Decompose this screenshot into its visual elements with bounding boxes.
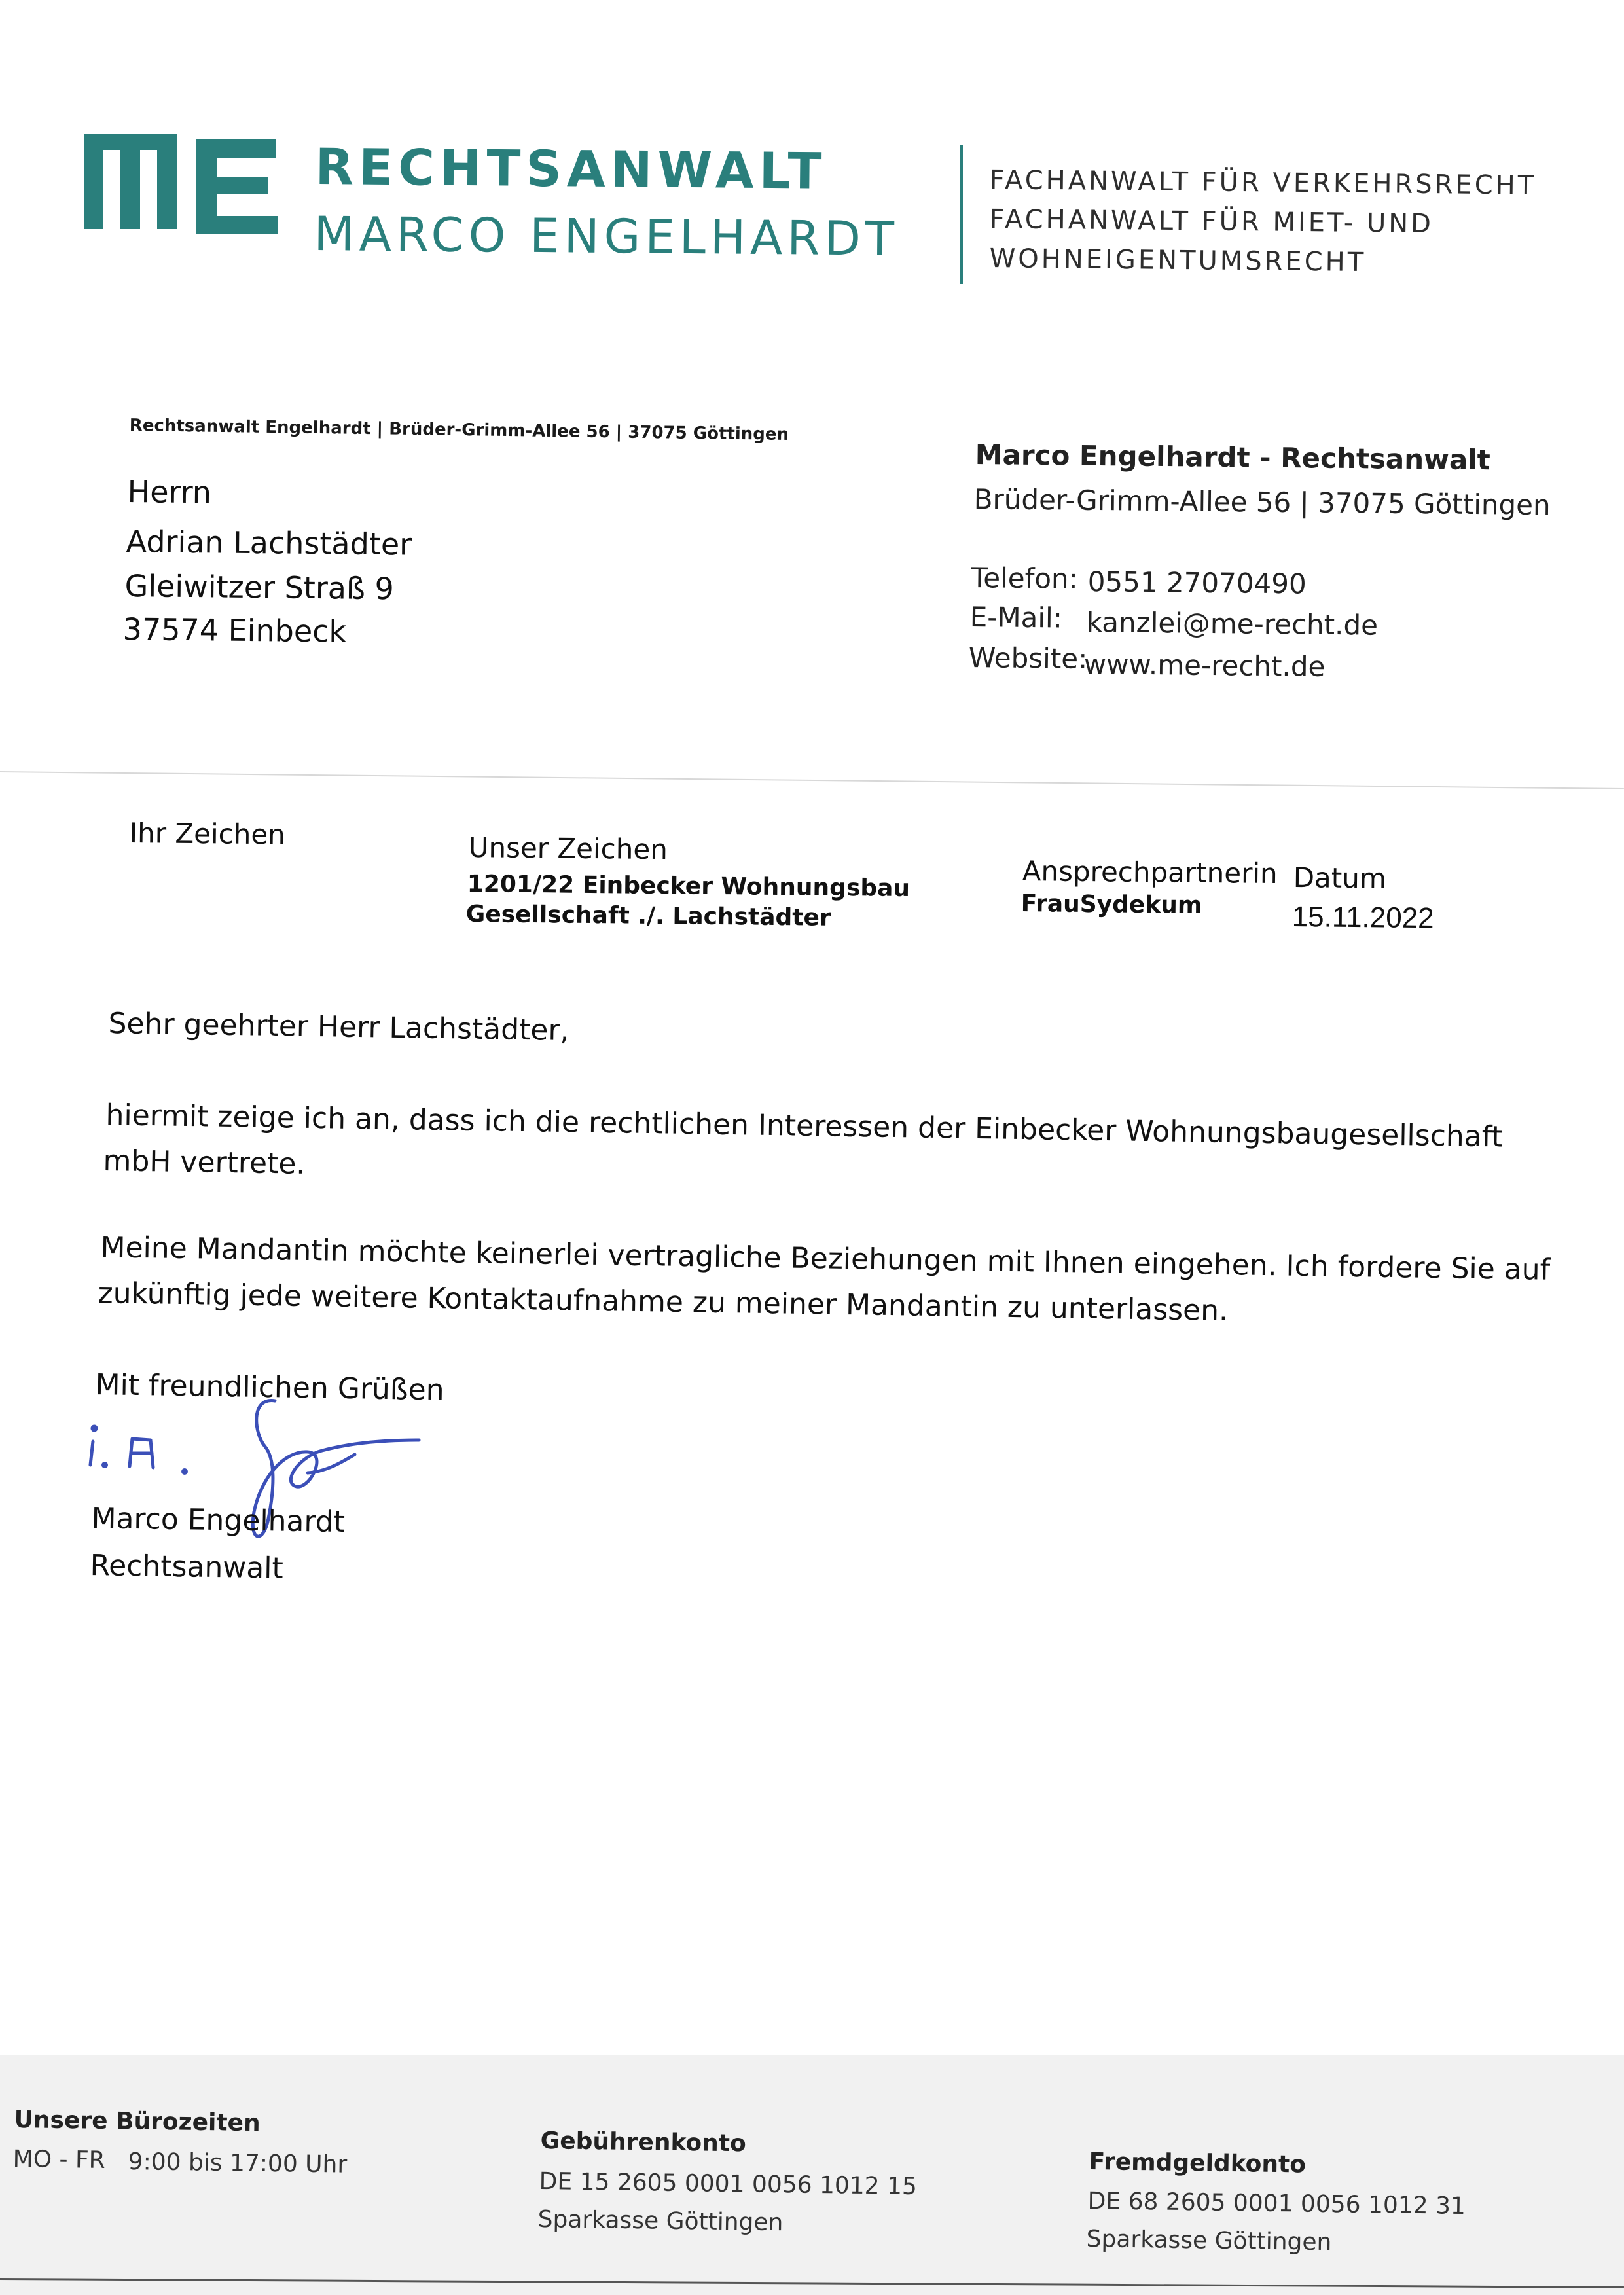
letterhead-title-name: MARCO ENGELHARDT xyxy=(314,206,899,266)
letter-paragraph-2-line-2: zukünftig jede weitere Kontaktaufnahme zu meiner Mandantin zu unterlassen. xyxy=(98,1276,1229,1328)
signatory-name: Marco Engelhardt xyxy=(91,1502,346,1540)
letter-closing: Mit freundlichen Grüßen xyxy=(95,1368,444,1407)
ref-contact-person: FrauSydekum xyxy=(1020,890,1202,919)
ref-contact-person-label: Ansprechpartnerin xyxy=(1022,855,1278,890)
footer-trust-account-label: Fremdgeldkonto xyxy=(1089,2148,1307,2178)
footer-trust-account-bank: Sparkasse Göttingen xyxy=(1086,2226,1332,2256)
specialty-line-1: FACHANWALT FÜR VERKEHRSRECHT xyxy=(989,165,1537,201)
contact-name: Marco Engelhardt - Rechtsanwalt xyxy=(975,439,1491,477)
ref-date: 15.11.2022 xyxy=(1291,901,1434,935)
ref-unser-zeichen-label: Unser Zeichen xyxy=(468,831,668,866)
contact-email: kanzlei@me-recht.de xyxy=(1086,606,1379,642)
letterhead-title-rechtsanwalt: RECHTSANWALT xyxy=(315,137,827,200)
footer-fee-account-label: Gebührenkonto xyxy=(540,2127,747,2158)
sender-return-address: Rechtsanwalt Engelhardt | Brüder-Grimm-Allee 56 | 37075 Göttingen xyxy=(129,416,789,445)
specialty-line-2: FACHANWALT FÜR MIET- UND xyxy=(989,204,1434,240)
letter-greeting: Sehr geehrter Herr Lachstädter, xyxy=(108,1007,569,1048)
letter-paragraph-1-line-2: mbH vertrete. xyxy=(103,1144,306,1181)
contact-phone-label: Telefon: xyxy=(971,562,1079,595)
footer-trust-account-iban: DE 68 2605 0001 0056 1012 31 xyxy=(1087,2188,1466,2220)
ref-ihr-zeichen-label: Ihr Zeichen xyxy=(129,817,286,851)
ref-date-label: Datum xyxy=(1293,861,1387,895)
footer-hours-label: Unsere Bürozeiten xyxy=(14,2106,261,2137)
footer-fee-account-iban: DE 15 2605 0001 0056 1012 15 xyxy=(539,2168,918,2201)
footer-hours-time: 9:00 bis 17:00 Uhr xyxy=(128,2148,348,2178)
contact-website-label: Website: xyxy=(968,642,1088,675)
ref-unser-zeichen-line-2: Gesellschaft ./. Lachstädter xyxy=(465,901,831,931)
letter-paragraph-1-line-1: hiermit zeige ich an, dass ich die rechtlichen Interessen der Einbecker Wohnungsbaugesellschaft xyxy=(105,1098,1504,1154)
recipient-city: 37574 Einbeck xyxy=(122,611,347,649)
logo-me-mark xyxy=(84,134,280,239)
specialty-line-3: WOHNEIGENTUMSRECHT xyxy=(989,244,1367,278)
recipient-salutation: Herrn xyxy=(127,474,212,511)
recipient-name: Adrian Lachstädter xyxy=(126,524,412,562)
signatory-title: Rechtsanwalt xyxy=(90,1549,284,1585)
recipient-street: Gleiwitzer Straß 9 xyxy=(124,568,395,607)
footer-fee-account-bank: Sparkasse Göttingen xyxy=(537,2206,784,2237)
letterhead-divider xyxy=(960,145,963,284)
contact-website: www.me-recht.de xyxy=(1083,648,1326,683)
ref-unser-zeichen-line-1: 1201/22 Einbecker Wohnungsbau xyxy=(467,871,911,903)
contact-email-label: E-Mail: xyxy=(969,601,1063,634)
contact-phone: 0551 27070490 xyxy=(1087,566,1307,600)
fold-line xyxy=(0,771,1624,789)
contact-address: Brüder-Grimm-Allee 56 | 37075 Göttingen xyxy=(973,483,1551,522)
letter-paragraph-2-line-1: Meine Mandantin möchte keinerlei vertragliche Beziehungen mit Ihnen eingehen. Ich fordere Sie auf xyxy=(100,1231,1551,1287)
footer-hours-days: MO - FR xyxy=(12,2146,105,2174)
